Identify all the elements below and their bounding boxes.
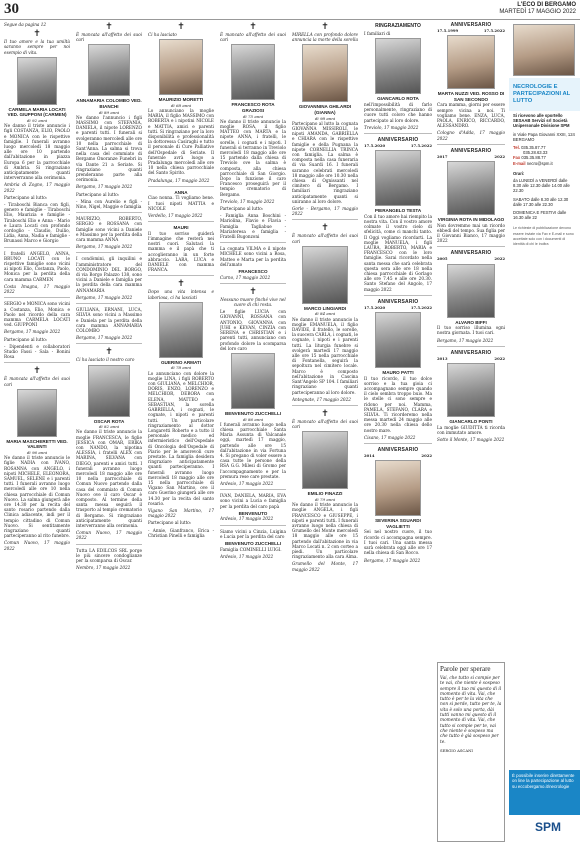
notice-text: È mancata all'affetto dei suoi cari: [4, 376, 70, 387]
continued-note: Segue da pagina 12: [4, 22, 47, 27]
obituary-text: Ne danno il triste annuncio i figli COSTANZA, ELIO, PAOLO e MONICA con le rispettive famiglie. I funerali avranno luogo mercoledì 18 maggio alle ore 10 partendo dall'abitazione in piazza Europa 6 per la parrocchiale di Ambria. Si ringraziano anticipatamente quanti interverranno alla cerimonia.: [4, 123, 70, 181]
deceased-name: GIANCARLO ROTA: [377, 96, 419, 102]
remembrance-text: Ciao nonna. Ti vogliamo bene. I tuoi nipoti MATTIA e NICOLE: [148, 195, 214, 211]
cross-icon: ✝: [321, 408, 329, 419]
divider: [148, 221, 214, 222]
anniversary-dates: [364, 143, 432, 148]
portrait-photo: [17, 57, 57, 105]
cross-icon: ✝: [177, 22, 185, 32]
divider: [76, 212, 142, 213]
anniversary-dates: [437, 154, 505, 159]
hours-weekdays: da LUNEDÌ a VENERDÌ dalle 8.30 alle 12.30 dalle 14.00 alle 22.30: [513, 178, 570, 194]
hours-label: Orari:: [513, 170, 525, 176]
portrait-photo: [302, 431, 348, 489]
fax-number: 035.35.88.77: [521, 155, 546, 161]
obituary-text: Le figlie LUCIA con GIOVANNI, ROSSANA con ANTONIO, GIOVANNA con JUHI e KEVAN, CINZIA con SERENA e CHRISTIAN e i parenti tutti, annunciano con profondo dolore la scomparsa del loro caro: [220, 309, 286, 351]
portrait-photo: [302, 44, 348, 102]
section-title: NECROLOGIE E PARTECIPAZIONI AL LUTTO: [509, 78, 580, 111]
cross-icon: ✝: [321, 22, 329, 32]
condolence-text: SERGIO e MONICA sono vicini a Costanza, Elio, Monica e Paolo nel ricordo della cara mamma CARMELA LOCATI ved. GIUPPONI: [4, 301, 70, 328]
notice-text: Dopo una vita intensa e laboriosa, ci ha lasciati: [148, 289, 214, 300]
date-start: 17.5.1999: [437, 28, 459, 33]
online-submission-box[interactable]: È possibile inserire direttamente on line la partecipazione al lutto su eccobergamo.it/necrologie: [509, 770, 580, 815]
cross-icon: ✝: [249, 22, 257, 32]
portrait-photo: [302, 246, 348, 304]
deceased-name: FRANCESCO ROTA GRAZIOSI: [231, 102, 275, 113]
participants-label: Partecipano al lutto:: [148, 520, 192, 526]
portrait-photo: [447, 363, 495, 417]
portrait-photo: [375, 460, 421, 516]
publication-name: L'ECO DI BERGAMO: [517, 2, 576, 8]
remembrance-name: ANNA: [174, 189, 188, 195]
obituary-place: Vigano San Martino, 17 maggio 2022: [148, 507, 214, 519]
anniversary-heading: ANNIVERSARIO: [377, 137, 419, 144]
deceased-name: EMILIO FINAZZI: [307, 491, 343, 497]
condolence-place: Bergamo, 17 maggio 2022: [76, 335, 133, 341]
portrait-photo: [447, 35, 495, 89]
participants-list: - Dipendenti e collaboratori Studio Fassi - Sala - Bonini Rosa: [4, 343, 70, 360]
deceased-name: OSCAR ROTA: [93, 418, 125, 424]
condolence-text: I condòmini, gli inquilini e l'amministratore del CONDOMINIO DEL BORGO, di via Borgo Palazzo 138, sono vicini a Daniele e famiglia per la perdita della cara mamma ANNAMARIA: [76, 256, 142, 293]
obituary-place: Grumello del Monte, 17 maggio 2022: [292, 561, 358, 572]
tel-number[interactable]: 035.35.87.77: [521, 145, 546, 151]
anniversary-text: Il tuo sorriso illumina ogni nostra giornata. I tuoi cari.: [437, 325, 505, 336]
condolence-text: GIULIANA, ERNANI, LUCA, SILVIA sono vicini a Massimo e Daniela per la perdita della cara mamma ANNAMARIA COLOMBO: [76, 307, 142, 333]
notice-text: Ci ha lasciato il nostro caro: [76, 357, 135, 363]
condolence-place: Costa Imagna, 17 maggio 2022: [4, 283, 70, 295]
participants-label: Partecipano al lutto:: [4, 336, 48, 342]
deceased-age: di 96 anni: [26, 449, 48, 455]
date-end: 17.5.2022: [483, 28, 505, 33]
participants-list: - Famiglia Anna Boschini - Mariolina, Flavio e Flavia - Famiglia Tagliabue - Mariateresa e famiglia - Fratelli Bugonzoni: [220, 213, 286, 240]
deceased-name: GIANCARLO PONTI: [449, 419, 493, 425]
remembrance-place: Verdello, 17 maggio 2022: [148, 213, 203, 219]
email-label: E-mail: [513, 160, 526, 166]
condolence-place: Nembro, 17 maggio 2022: [76, 565, 131, 571]
obituary-place: Antegnate, 17 maggio 2022: [292, 396, 351, 402]
quote-text: Nessuno muore finché vive nel cuore di chi resta.: [220, 296, 286, 308]
anniversary-heading: ANNIVERSARIO: [450, 349, 492, 356]
obituary-text: Ne danno il triste annuncio la moglie ANGELA, i figli FRANCESCO e GIUSEPPE, i nipoti e parenti tutti. I funerali avranno luogo nella chiesa di Grumello del Monte mercoledì 18 maggio alle ore 15 partendo dall'abitazione in via Marco Locati n. 2 con corteo a piedi. Un particolare ringraziamento alla cara Alma.: [292, 502, 358, 560]
notice-text: MIRELLA con profondo dolore annuncia la morte della sorella: [292, 32, 358, 43]
deceased-age: di 82 anni: [98, 424, 120, 430]
remembrance-name: MAURI: [173, 225, 189, 231]
tel-label: Tel.: [513, 145, 520, 151]
deceased-name: GIOVANNINA GHILARDI (GIANNA): [298, 104, 352, 115]
divider: [4, 297, 70, 298]
deceased-name: GUERINO ARMATI: [160, 359, 202, 365]
anniversary-dates: [364, 305, 432, 310]
portrait-photo: [88, 44, 130, 96]
participants-label: Partecipano al lutto:: [4, 194, 48, 200]
spm-logo: [535, 820, 575, 842]
condolence-place: Curno, 17 maggio 2022: [220, 274, 271, 280]
obituary-text: Partecipano al lutto la cognata GIOVANNA MISSIROLI, le nipoti AMANDA, GABRIELLA e CHIARA con le rispettive famiglie e della Pugnana la nipote CORNELLIA TRINCA con famiglia. La salma è composta nella casa funeraria di via Suardi 16. I funerali saranno celebrati mercoledì 18 maggio alle ore 10.30 nella chiesa di Ognissanti nel cimitero di Bergamo. I familiari ringraziano anticipatamente quanti si uniranno al loro dolore.: [292, 120, 358, 204]
anniversary-text: Cara mamma, giorni per essere sempre vicina a noi. Ti vogliamo bene. ENZA, LUCA, PAOLA, ENRICO, RICCARDO, ALESSANDRO.: [437, 102, 505, 129]
column-2: [76, 22, 142, 847]
obituary-place: Ambria di Zogno, 17 maggio 2022: [4, 182, 70, 193]
email-link[interactable]: necro@spm.it: [526, 160, 553, 166]
deceased-age: di 79 anni: [314, 496, 336, 502]
anniversary-dates: [437, 28, 505, 33]
deceased-name: MAURO PATTI: [382, 370, 414, 376]
divider: [364, 443, 432, 444]
divider: [148, 275, 214, 276]
words-of-hope-title: Parole per sperare: [440, 665, 491, 673]
divider: [76, 303, 142, 304]
deceased-name: MARIA MASCHERETTI VED. VALENTI: [6, 438, 68, 450]
deceased-name: PIERANGELO TESTA: [374, 208, 422, 214]
obituary-text: Ne danno il triste annuncio la moglie ROSA, il figlio MATTEO con MARTA e la nipote ANNA, i fratelli, le sorelle, i cognati e i nipoti. I funerali si terranno in Treviolo mercoledì 18 maggio alle ore 15 partendo dalla chiesa di Treviolo ove la salma è composta, alla chiesa parrocchiale di San Giorgio. Dopo la funzione il caro Francesco proseguirà per il tempio crematorio di Bergamo.: [220, 118, 286, 197]
anniversary-dates: [437, 356, 505, 361]
anniversary-place: Cisano, 17 maggio 2022: [364, 434, 416, 440]
anniversary-place: Bergamo, 17 maggio 2022: [364, 557, 421, 563]
portrait-photo: [375, 150, 421, 206]
date-end: 17.5.2022: [410, 304, 432, 310]
anniversary-dates: [437, 256, 505, 261]
date-start: 2017: [437, 153, 448, 159]
spm-logo-text: SPM: [535, 820, 562, 834]
deceased-name: MAURIZIO MORETTI: [158, 97, 204, 103]
obituary-text: Ne danno il triste annuncio le figlie NADIA con IVANO, ROSANNA con ANGELO, i nipoti MICHELE, ELEONORA, SAMUEL, SELENE e i parenti tutti. I funerali avranno luogo mercoledì alle ore 10 nella chiesa parrocchiale di Comun Nuovo. La salma giungerà alle ore 14.30 per la recita del santo rosario partendo dalla Clinica adiacente, indi per il tempio cittadino di Comun Nuovo. Si sentitamente ringraziano quanti parteciperanno al rito funebre.: [4, 455, 70, 539]
divider: [292, 405, 358, 406]
obituary-place: Treviolo, 17 maggio 2022: [220, 198, 275, 204]
thanks-place: Treviolo, 17 maggio 2022: [364, 124, 419, 130]
cross-icon: ✝: [105, 22, 113, 32]
anniversary-dates: [364, 453, 432, 458]
publication-info: [499, 2, 576, 16]
thanks-text: nell'impossibilità di farlo personalmente, ringraziano di cuore tutti coloro che hanno partecipato al loro dolore.: [364, 102, 432, 123]
address-text: in Viale Papa Giovanni XXIII, 124 BERGAMO: [513, 131, 575, 142]
participants-list: - Mina con Aurelio e figli - Nino, Nigel, Maggie e famiglia: [76, 198, 142, 210]
obituary-text: Lo annunciano con dolore la moglie LINA, i figli ROBERTO con GIULIANA, e MELCHIOR, DORIS, ENZO, LORENZO e MELCHIOR, DEBORA con ELENA, MATTEO e SEBASTIAN, la sorella GABRIELLA, i cognati, le cognate, i nipoti e parenti tutti. Un particolare ringraziamento al dottor Longaretti Roberto e a tutto il personale medico ed infermieristico dell'Ospedale di Oncologia dell'Ospedale di Piario per le amorevoli cure prestate. La famiglia desidera ringraziare anticipatamente quanti parteciperanno. I funerali avranno luogo mercoledì 18 maggio alle ore 15 nella parrocchiale di Vigano San Martino, ove il caro Guerino giungerà alle ore 14.30 per la recita del santo rosario.: [148, 370, 214, 506]
obituary-place: Comun Nuovo, 17 maggio 2022: [76, 530, 142, 541]
deceased-name: BENVENUTO ZUCCHELLI: [224, 410, 282, 416]
portrait-photo: [17, 389, 57, 437]
sidebar-photo: [513, 24, 575, 76]
column-4: [220, 22, 286, 847]
participants-list: - Annie, Gianfranco, Erica - Christian Pinelli e famiglia: [148, 527, 214, 538]
obituary-place: Bergamo, 17 maggio 2022: [76, 184, 133, 190]
cross-icon: ✝: [33, 366, 41, 377]
participants-label: Partecipano al lutto:: [76, 191, 120, 197]
deceased-name: CARMELA MARIA LOCATI VED. GIUPPONI (CARMEN): [7, 106, 67, 118]
portrait-photo: [447, 264, 495, 318]
column-7: [437, 22, 505, 658]
intro-text: Si ricevono alle sportello SESAAB Servizi srl Società Unipersonale Divisione SPM: [513, 113, 570, 129]
column-6: [364, 22, 432, 847]
deceased-age: di 89 anni: [98, 109, 120, 115]
anniversary-text: Sei nel nostro cuore, il tuo ricordo ci accompagna sempre. I tuoi cari. Una santa messa sarà celebrata oggi alle ore 17 nella chiesa di San Rocco.: [364, 529, 432, 556]
cross-icon: ✝: [105, 347, 113, 358]
obituary-text: Ne danno il triste annuncio la moglie EMANUELA, il figlio DAVIDE, il fratello, le sorelle, la suocera CARLA, i cognati, le cognate, i nipoti e i parenti tutti. La liturgia funebre si svolgerà martedì 17 maggio alle ore 15 nella parrocchiale di Fontanella, seguirà la sepoltura nel cimitero locale. Marco è composto nell'abitazione in Cascina Sant'Angelo SP 104. I familiari ringraziano quanti parteciperanno al loro dolore.: [292, 316, 358, 395]
anniversary-text: Non dovremmo mai un ricordo ebbedì del tempo. Sua figlia per il Giovanni Bianco, 17 maggio 2022: [437, 222, 505, 244]
divider: [76, 544, 142, 545]
notice-text: È mancato all'affetto dei suoi cari: [220, 32, 286, 43]
date-end: 2022: [494, 256, 505, 262]
obituary-text: Ne danno il triste annuncio la moglie FRANCESCA, le figlie JESSICA con OMAR, ERIKA con NANDO, la nipotina ALESSIA, i fratelli ALEX con MARINA, SILVANA con DIEGO, parenti e amici tutti. I funerali avranno luogo mercoledì 18 maggio alle ore 10 nella parrocchiale di Comun Nuovo partendo dalla casa del commiato di Comun Nuovo ove il caro Oscar è composto. Al termine della santa messa seguirà il trasporto al tempio crematorio di Bergamo. Si ringraziano anticipatamente quanti interverranno alla cerimonia.: [76, 429, 142, 528]
portrait-photo: [88, 365, 130, 417]
tel-number[interactable]: 035.28.63.33: [523, 150, 548, 156]
column-3: [148, 22, 214, 847]
notice-text: È mancato all'affetto dei suoi cari: [292, 418, 358, 430]
thanks-heading: RINGRAZIAMENTO: [375, 23, 421, 29]
cross-icon: ✝: [177, 279, 185, 290]
anniversary-heading: ANNIVERSARIO: [377, 298, 419, 305]
words-of-hope-text: Vai, che tutto si compie per te vai, che niente è sospeso sempre il tuo mi questo di il momento di vita. Vai, che tutto è per te la vita che non si perde, tutto per te, la vita è solo una porta, dài tutti vanno mi questo di il momento di vita. Vai, che tutto si compie per te, vai che niente è sospeso ma che tutto è già sospeso per te.: [440, 676, 502, 745]
deceased-age: di 86 anni: [242, 416, 264, 422]
date-end: 2022: [494, 355, 505, 361]
date-end: 2022: [421, 453, 432, 459]
deceased-age: di 78 anni: [170, 365, 192, 371]
date-start: 2013: [437, 355, 448, 361]
condolence-place: Bergamo, 17 maggio 2022: [76, 294, 133, 300]
divider: [437, 346, 505, 347]
condolence-text: La cognata VILMA e il nipote MICHELE sono vicini a Rosa, Matteo e Marta per la perdita dell'amato: [220, 246, 286, 267]
condolence-text: Famiglia COMINELLI LUIGI.: [220, 546, 282, 552]
obituary-text: I funerali avranno luogo nella chiesa parrocchiale Santa Maria Assunta di Valcanale oggi, martedì 17 maggio, partendo alle ore 15 dall'abitazione in via Fortuna 4. Si pregano di voler essere a casa tutte le persone della RSA G.G. Milesi di Gromo per l'accompagnamento e per la premura rese care prestate.: [220, 421, 286, 479]
condolence-text: Tutta LA EDILCOS SRL porge le più sincere condoglianze per la scomparsa di Oscar.: [76, 547, 142, 563]
deceased-name: VIRGINIA ROTA IN MIDOLAGO: [437, 217, 505, 223]
anniversary-heading: ANNIVERSARIO: [450, 22, 492, 28]
divider: [220, 489, 286, 490]
sidebar-info: [509, 111, 580, 249]
anniversary-place: Sotto il Monte, 17 maggio 2022: [437, 437, 505, 443]
deceased-name: ANNAMARIA COLOMBO VED. BIANCHI: [76, 98, 142, 109]
deceased-name: ALVARO BIFFI: [455, 319, 487, 325]
words-of-hope-author: SERGIO ASCANI: [440, 747, 473, 753]
obituary-place: Comun Nuovo, 17 maggio 2022: [4, 540, 70, 551]
remembrance-text: Il tuo sorriso guiderà l'immagine che resterà nei nostri cuori. Salutaci la mamma e il papà che ti accoglieranno in un forte abbraccio. LARA, LUCA e DANIELE con mamma FRANCA.: [148, 230, 214, 273]
column-1: [4, 22, 70, 847]
page-header: [0, 0, 580, 20]
divider: [148, 186, 214, 187]
divider: [4, 247, 70, 248]
anniversary-heading: ANNIVERSARIO: [450, 250, 492, 257]
cross-icon: ✝: [249, 286, 257, 297]
obituary-place: Ardesio, 17 maggio 2022: [220, 480, 274, 486]
anniversary-heading: ANNIVERSARIO: [450, 147, 492, 154]
sidebar: [509, 22, 580, 849]
publication-date: MARTEDÌ 17 MAGGIO 2022: [499, 9, 576, 15]
divider: [220, 242, 286, 243]
divider: [437, 246, 505, 247]
divider: [76, 343, 142, 344]
divider: [76, 252, 142, 253]
notice-text: È mancato all'affetto dei suoi cari: [292, 233, 358, 244]
portrait-photo: [159, 302, 203, 358]
portrait-photo: [231, 44, 275, 100]
deceased-age: di 98 anni: [314, 115, 336, 121]
condolence-place: Ardesio, 17 maggio 2022: [220, 516, 274, 522]
portrait-photo: [159, 39, 203, 95]
obituary-place: Pradalunga, 17 maggio 2022: [148, 177, 210, 183]
hours-saturday: SABATO dalle 8.30 alle 12.30 dalle 17.30 alle 22.30: [513, 196, 569, 207]
participants-label: Partecipano al lutto:: [220, 206, 264, 212]
epigraph: Il tuo amore e la tua umiltà saranno sempre per noi esempio di vita.: [4, 39, 70, 55]
divider: [364, 133, 432, 134]
condolence-place: Ardesio, 17 maggio 2022: [220, 553, 274, 559]
divider: [364, 295, 432, 296]
condolence-text: IVAN, DANIELA, MARIA, EVA sono vicini a Lucia e famiglia per la perdita del caro papà: [220, 493, 286, 509]
condolence-text: I fratelli ANGELO, ANNA, BRUNO LOCATI con le rispettive famiglie sono vicini ai nipoti Elio, Costanza, Paolo, Monica per la perdita della cara mamma CARMEN: [4, 250, 70, 282]
anniversary-place: Bergamo, 17 maggio 2022: [437, 337, 494, 343]
divider: [220, 283, 286, 284]
condolence-text: Siamo vicini a Cinzia, Luigina e Lucia per la perdita del caro: [220, 528, 286, 539]
anniversary-text: Con il tuo amore hai riempito la nostra vita. Con il vostro amore colmate il vostro cielo di sfelicità, come ci manchi tanto. Il Oggi vogliamo ricordarti. La moglie MANUELA, i figli LAURA, ROBERTO, MARIA e FRANCESCO con le loro famiglie. Sarai ricordato nella santa messa che sarà celebrata questa sera alle ore 18 nella chiesa parrocchiale di Gorlago alle ore 7.45 e alle ore 20.30. Santo Stefano del Angolo, 17 maggio 2022: [364, 213, 432, 292]
divider: [437, 144, 505, 145]
date-end: 17.5.2022: [410, 143, 432, 149]
words-of-hope-box: [437, 662, 505, 842]
anniversary-text: La moglie GIUDITTA ti ricorda con immutato amore.: [437, 424, 505, 435]
portrait-photo: [447, 161, 495, 215]
date-start: 17.5.2020: [364, 143, 386, 149]
notice-text: È mancata all'affetto dei suoi cari: [76, 32, 142, 43]
column-5: [292, 22, 358, 847]
participants-list: - Tiraboschi Bianca con figli, genero e famiglie - Tiraboschi Elio, Maurizia e famiglie - Tiraboschi Elio e Anna - Mario e Laura Locati con profondo cordoglio - Claudio, Duilio, Lidia, Anna, Nadia e famiglie - Brunassi Marco e Giorgio: [4, 202, 70, 244]
condolence-place: Bergamo, 17 maggio 2022: [4, 329, 61, 335]
fax-label: Fax: [513, 155, 521, 161]
portrait-photo: [375, 38, 421, 94]
date-end: 2022: [494, 153, 505, 159]
date-start: 2005: [437, 256, 448, 262]
sidebar-note: Le richieste di pubblicazione devono essere inviate via Fax e E-mail e sono accettate solo con i documenti di identità di chi le inoltra: [513, 226, 574, 247]
portrait-photo: [231, 353, 275, 409]
remembrance-name: BENVENUTO: [238, 510, 268, 516]
anniversary-place: Cologno d'Adda, 17 maggio 2022: [437, 130, 505, 141]
divider: [220, 525, 286, 526]
condolence-place: Bergamo, 17 maggio 2022: [76, 244, 133, 250]
anniversary-text: Il tuo ricordo, il tuo dolce sorriso e la tua gioia ci accompagnano sempre quando il cielo sembra troppo buio. Ma le stelle ci sono sempre e ridono per noi. Mamma, PAMELA, STEFANO, CLARA e SILVIA. Ti ricorderemo nella messa martedì 24 maggio alle ore 20.30 nella chiesa dello nostro mare.: [364, 375, 432, 433]
condolence-text: MAURIZIO, ROBERTO, SERGIO e ROSSANA con famiglie sono vicini a Daniele e Massimo per la perdita della cara mamma ANNA: [76, 216, 142, 243]
deceased-age: di 68 anni: [170, 102, 192, 108]
obituary-text: Lo annunciano la moglie MARIA, il figlio MASSIMO con ROBERTA e i nipotini NICOLE e MATTIA, amici e parenti tutti. Si ringraziano per la loro disponibilità e professionalità la dottoressa Casiraghi e tutto il personale di Cure Palliative dell'Ospedale di Seriate. Il funerale avrà luogo a Pradalunga mercoledì alle ore 10 nella chiesa parrocchiale del Santo Spirito.: [148, 108, 214, 176]
remembrance-name: FRANCESCO: [238, 269, 268, 275]
cross-icon: ✝: [33, 29, 41, 40]
deceased-age: di 84 anni: [314, 311, 336, 317]
portrait-photo: [375, 312, 421, 368]
cross-icon: ✝: [321, 223, 329, 234]
date-start: 17.5.2020: [364, 304, 386, 310]
deceased-name: MARTA NUZZI VED. ROSSO DI SAN SECONDO: [437, 91, 505, 102]
divider: [292, 219, 358, 220]
obituary-text: Ne danno l'annuncio i figli MASSIMO con STEFANIA, DANIELA, il nipote LORENZO e parenti tutti. I funerali si svolgeranno mercoledì alle ore 10 nella parrocchiale di Sant'Anna. La salma si trova nella casa del commiato di Bergamo Onoranze Funebri in via Dante 21 a Seriate. Si ringraziano quanti prenderanno parte alla cerimonia.: [76, 114, 142, 183]
page-number: 30: [4, 1, 19, 17]
hours-sunday: DOMENICA E FESTIVI dalle 16.30 alle 22: [513, 210, 567, 221]
date-start: 2014: [364, 453, 375, 459]
divider: [4, 362, 70, 363]
remembrance-name: BENVENUTO ZUCCHELLI: [224, 540, 282, 546]
deceased-name: SEVERINA SGUARDI VAGLIETTI: [375, 518, 421, 529]
obituary-place: Gorle - Bergamo, 17 maggio 2022: [292, 206, 358, 217]
deceased-name: MARCO LINGIARDI: [303, 305, 347, 311]
notice-text: Ci ha lasciato: [148, 32, 177, 37]
deceased-age: di 75 anni: [242, 113, 264, 119]
anniversary-heading: ANNIVERSARIO: [377, 447, 419, 454]
deceased-age: di 92 anni: [26, 118, 48, 123]
thanks-intro: I familiari di: [364, 31, 391, 37]
